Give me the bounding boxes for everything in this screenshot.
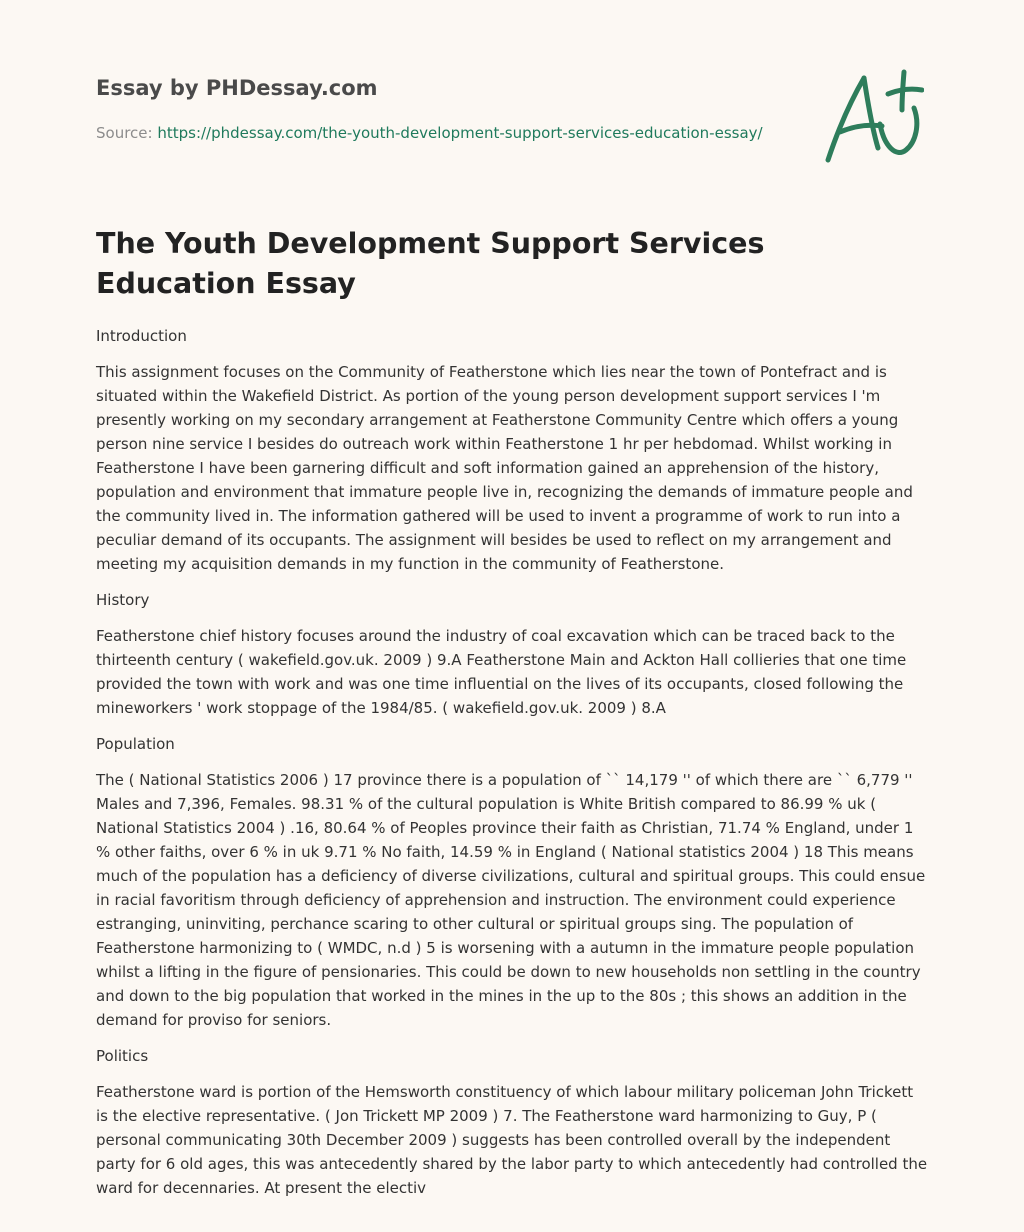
section-heading-politics: Politics <box>96 1047 149 1065</box>
source-link[interactable]: https://phdessay.com/the-youth-development-support-services-education-essay/ <box>157 124 763 142</box>
paragraph-introduction: This assignment focuses on the Community of Featherstone which lies near the town of Pontefract and is situated within the Wakefield District. As portion of the young person development support services I 'm presently working on my secondary arrangement at Featherstone Community Centre which offers a young person nine service I besides do outreach work within Featherstone 1 hr per hebdomad. Whilst working in Featherstone I have been garnering difficult and soft information gained an apprehension of the history, population and environment that immature people live in, recognizing the demands of immature people and the community lived in. The information gathered will be used to invent a programme of work to run into a peculiar demand of its occupants. The assignment will besides be used to reflect on my arrangement and meeting my acquisition demands in my function in the community of Featherstone. <box>96 363 913 573</box>
paragraph-politics: Featherstone ward is portion of the Hemsworth constituency of which labour military policeman John Trickett is the elective representative. ( Jon Trickett MP 2009 ) 7. The Featherstone ward harmonizing to Guy, P ( personal communicating 30th December 2009 ) suggests has been controlled overall by the independent party for 6 old ages, this was antecedently shared by the labor party to which antecedently had controlled the ward for decennaries. At present the electiv <box>96 1083 928 1197</box>
paragraph-population: The ( National Statistics 2006 ) 17 province there is a population of `` 14,179 '' of which there are `` 6,779 '' Males and 7,396, Females. 98.31 % of the cultural population is White British compared to 86.99 % uk ( National Statistics 2004 ) .16, 80.64 % of Peoples province their faith as Christian, 71.74 % England, under 1 % other faiths, over 6 % in uk 9.71 % No faith, 14.59 % in England ( National statistics 2004 ) 18 This means much of the population has a deficiency of diverse civilizations, cultural and spiritual groups. This could ensue in racial favoritism through deficiency of apprehension and instruction. The environment could experience estranging, uninviting, perchance scaring to other cultural or spiritual groups sing. The population of Featherstone harmonizing to ( WMDC, n.d ) 5 is worsening with a autumn in the immature people population whilst a lifting in the figure of pensionaries. This could be down to new households non settling in the country and down to the big population that worked in the mines in the up to the 80s ; this shows an addition in the demand for proviso for seniors. <box>96 771 926 1029</box>
section-heading-introduction: Introduction <box>96 327 187 345</box>
site-title: Essay by PHDessay.com <box>96 76 378 100</box>
paragraph-history: Featherstone chief history focuses around the industry of coal excavation which can be traced back to the thirteenth century ( wakefield.gov.uk. 2009 ) 9.A Featherstone Main and Ackton Hall collieries that one time provided the town with work and was one time influential on the lives of its occupants, closed following the mineworkers ' work stoppage of the 1984/85. ( wakefield.gov.uk. 2009 ) 8.A <box>96 627 907 717</box>
section-heading-history: History <box>96 591 150 609</box>
essay-title: The Youth Development Support Services Education Essay <box>96 227 765 300</box>
source-label: Source: <box>96 124 158 142</box>
a-plus-grade-icon <box>824 68 924 164</box>
source-line <box>96 124 763 142</box>
essay-body <box>96 324 928 1212</box>
section-heading-population: Population <box>96 735 175 753</box>
